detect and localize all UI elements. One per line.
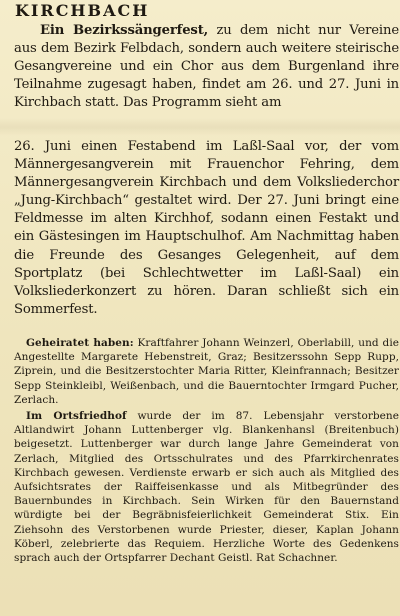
paragraph-lead: Geheiratet haben:: [26, 337, 134, 349]
paragraph-lead: Im Ortsfriedhof: [26, 410, 127, 422]
paragraph-programm: 26. Juni einen Festabend im Laßl-Saal vor, der vom Männergesangverein mit Frauenchor Fehring, dem Männergesangverein Kirchbach und dem Volksliederchor „Jung-Kirchbach“ gestaltet wird. Der 27. Juni bringt eine Feldmesse im alten Kirchhof, sodann einen Festakt und ein Gästesingen im Hauptschulhof. Am Nachmittag haben die Freunde des Gesanges Gelegenheit, auf dem Sportplatz (bei Schlechtwetter im Laßl-Saal) ein Volksliederkonzert zu hören. Daran schließt sich ein Sommerfest.: [14, 139, 399, 317]
paragraph-lead: Ein Bezirkssängerfest,: [40, 23, 209, 38]
paragraph-bezirkssaengerfest: [14, 22, 399, 112]
paragraph-ortsfriedhof: [14, 409, 399, 565]
paragraph-text: wurde der im 87. Lebensjahr verstorbene Altlandwirt Johann Luttenberger vlg. Blankenhansl (Breitenbuch) beigesetzt. Luttenberger war durch lange Jahre Gemeinderat von Zerlach, Mitglied des Ortsschulrates und des Pfarrkirchenrates Kirchbach gewesen. Verdienste erwarb er sich auch als Mitglied des Aufsichtsrates der Raiffeisenkasse und als Mitbegründer des Bauernbundes in Kirchbach. Sein Wirken für den Bauernstand würdigte bei der Begräbnisfeierlichkeit Gemeinderat Stix. Ein Ziehsohn des Verstorbenen wurde Priester, dieser, Kaplan Johann Köberl, zelebrierte das Requiem. Herzliche Worte des Gedenkens sprach auch der Ortspfarrer Dechant Geistl. Rat Schachner.: [14, 410, 399, 565]
paragraph-text: Kraftfahrer Johann Weinzerl, Oberlabill, und die Angestellte Margarete Hebenstreit, Graz; Besitzerssohn Sepp Rupp, Ziprein, und die Besitzerstochter Maria Ritter, Kleinfrannach; Besitzer Sepp Steinkleibl, Weißenbach, und die Bauerntochter Irmgard Pucher, Zerlach.: [14, 337, 399, 406]
paragraph-text: zu dem nicht nur Vereine aus dem Bezirk Felbdach, sondern auch weitere steirische Gesangvereine und ein Chor aus dem Burgenland ihre Teilnahme zugesagt haben, findet am 26. und 27. Juni in Kirchbach statt. Das Programm sieht am: [14, 23, 399, 111]
article-title: KIRCHBACH: [15, 1, 150, 20]
paragraph-geheiratet: [14, 336, 399, 407]
column-break: [0, 118, 400, 136]
